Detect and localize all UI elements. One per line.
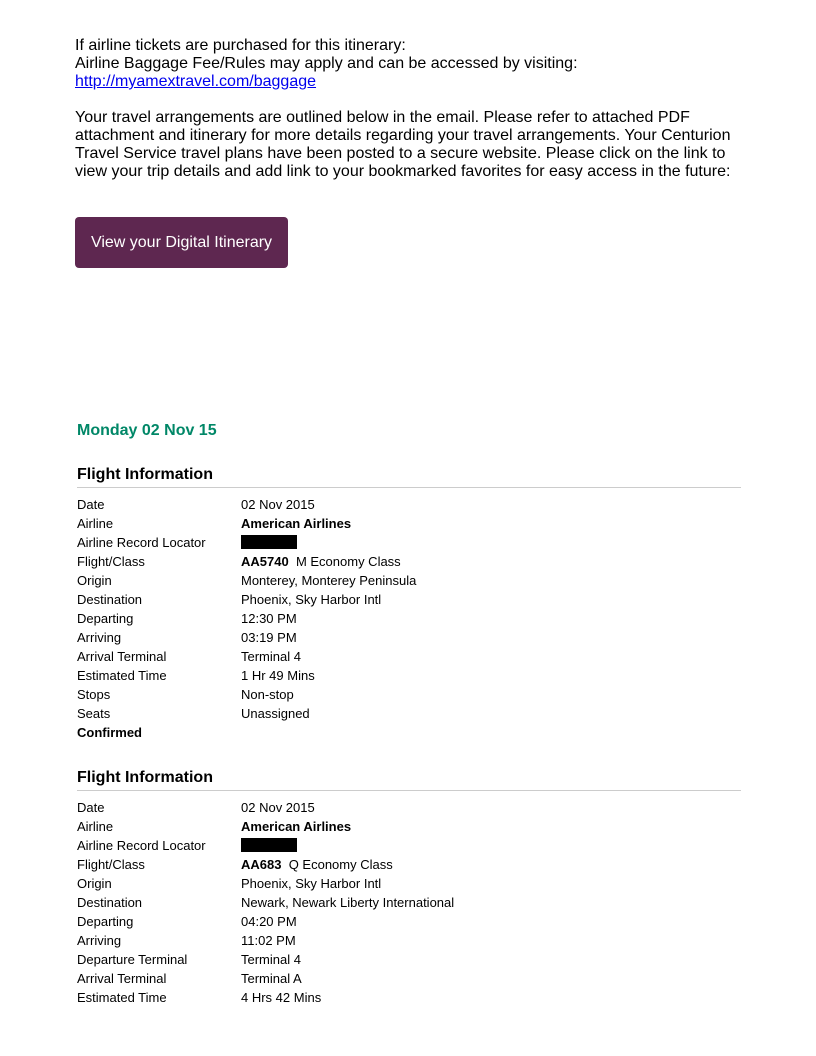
label-airline: Airline [77,819,114,834]
row-airline [77,516,741,535]
row-arriving [77,630,741,649]
label-origin: Origin [77,573,112,588]
label-arriving: Arriving [77,630,122,645]
row-arrival-terminal [77,649,741,668]
label-departing: Departing [77,914,134,929]
row-airline [77,819,741,838]
value-class: M Economy Class [295,554,401,569]
label-flight-class: Flight/Class [77,857,145,872]
value-destination: Phoenix, Sky Harbor Intl [241,592,382,607]
row-record-locator [77,535,741,554]
label-airline: Airline [77,516,114,531]
value-departing: 12:30 PM [241,611,297,626]
value-airline: American Airlines [241,819,352,834]
redacted-record-locator [241,535,297,549]
row-arriving [77,933,741,952]
value-departure-terminal: Terminal 4 [241,952,301,967]
row-flight-class [77,554,741,573]
value-arrival-terminal: Terminal A [241,971,302,986]
label-record-locator: Airline Record Locator [77,535,206,550]
row-destination [77,895,741,914]
confirmed-status: Confirmed [77,725,142,740]
label-estimated-time: Estimated Time [77,990,167,1005]
row-departing [77,611,741,630]
label-departing: Departing [77,611,134,626]
row-stops [77,687,741,706]
label-estimated-time: Estimated Time [77,668,167,683]
row-estimated-time [77,990,741,1009]
row-destination [77,592,741,611]
label-record-locator: Airline Record Locator [77,838,206,853]
value-origin: Phoenix, Sky Harbor Intl [241,876,382,891]
label-arriving: Arriving [77,933,122,948]
row-departing [77,914,741,933]
section-title: Flight Information [77,769,741,791]
row-seats [77,706,741,725]
value-estimated-time: 1 Hr 49 Mins [241,668,315,683]
value-flight-number: AA683 [241,857,282,872]
value-class: Q Economy Class [288,857,393,872]
label-date: Date [77,800,105,815]
flight-information-section-1 [77,466,741,744]
label-arrival-terminal: Arrival Terminal [77,971,167,986]
flight-information-section-2 [77,769,741,1009]
row-flight-class [77,857,741,876]
row-arrival-terminal [77,971,741,990]
label-arrival-terminal: Arrival Terminal [77,649,167,664]
label-stops: Stops [77,687,111,702]
value-date: 02 Nov 2015 [241,800,315,815]
row-departure-terminal [77,952,741,971]
label-departure-terminal: Departure Terminal [77,952,188,967]
value-airline: American Airlines [241,516,352,531]
day-heading: Monday 02 Nov 15 [77,422,217,439]
value-date: 02 Nov 2015 [241,497,315,512]
baggage-link[interactable]: http://myamextravel.com/baggage [75,73,317,90]
value-arriving: 03:19 PM [241,630,297,645]
label-destination: Destination [77,895,143,910]
row-record-locator [77,838,741,857]
value-origin: Monterey, Monterey Peninsula [241,573,417,588]
value-arriving: 11:02 PM [241,933,296,948]
intro-line-2: Airline Baggage Fee/Rules may apply and can be accessed by visiting: [75,55,578,72]
label-seats: Seats [77,706,111,721]
intro-line-1: If airline tickets are purchased for this itinerary: [75,37,406,54]
intro-text [75,37,755,181]
redacted-record-locator [241,838,297,852]
value-estimated-time: 4 Hrs 42 Mins [241,990,322,1005]
label-flight-class: Flight/Class [77,554,145,569]
label-origin: Origin [77,876,112,891]
value-seats: Unassigned [241,706,310,721]
row-origin [77,876,741,895]
label-destination: Destination [77,592,143,607]
value-destination: Newark, Newark Liberty International [241,895,455,910]
row-origin [77,573,741,592]
value-departing: 04:20 PM [241,914,297,929]
row-date [77,800,741,819]
row-estimated-time [77,668,741,687]
row-date [77,497,741,516]
label-date: Date [77,497,105,512]
value-stops: Non-stop [241,687,294,702]
intro-paragraph: Your travel arrangements are outlined below in the email. Please refer to attached PDF attachment and itinerary for more details regarding your travel arrangements. Your Centurion Travel Service travel plans have been posted to a secure website. Please click on the link to view your trip details and add link to your bookmarked favorites for easy access in the future: [75,109,731,180]
view-digital-itinerary-button[interactable]: View your Digital Itinerary [75,217,288,268]
section-title: Flight Information [77,466,741,488]
value-arrival-terminal: Terminal 4 [241,649,301,664]
value-flight-number: AA5740 [241,554,289,569]
